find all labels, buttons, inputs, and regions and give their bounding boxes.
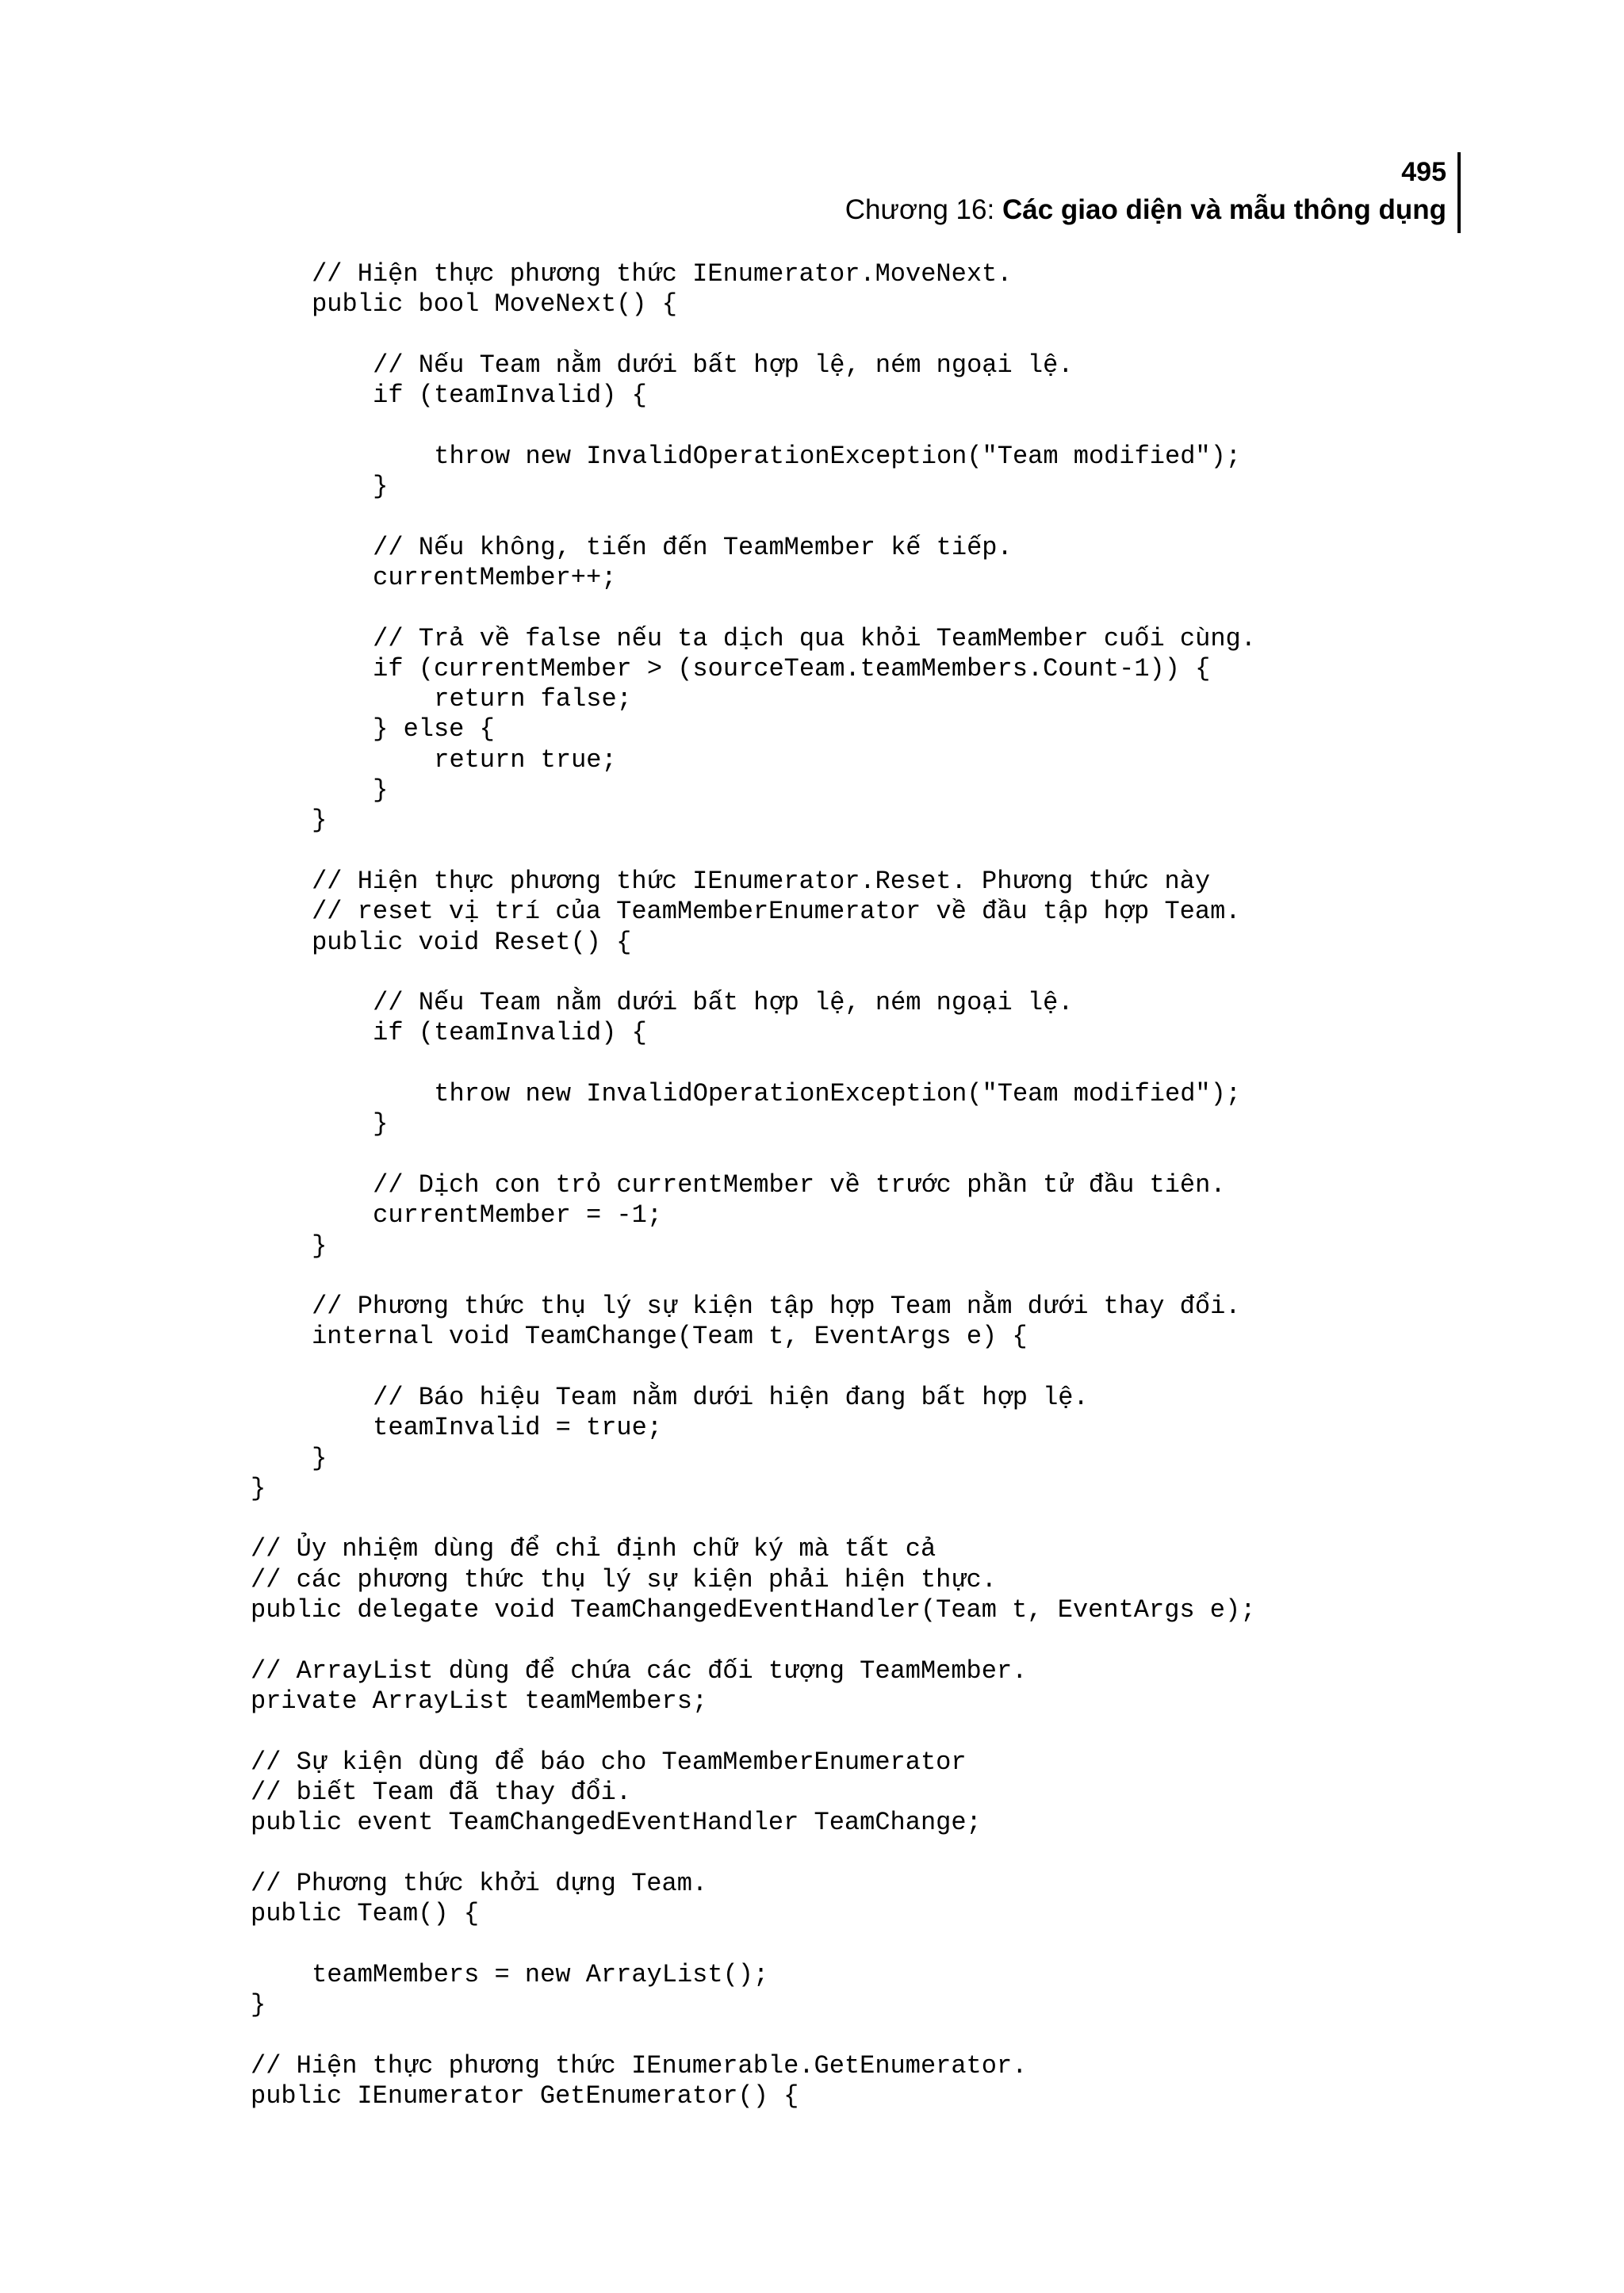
chapter-prefix: Chương 16: <box>845 194 1002 225</box>
code-line: public delegate void TeamChangedEventHandler(Team t, EventArgs e); <box>251 1595 1256 1625</box>
code-line <box>0 836 1256 867</box>
code-line: if (teamInvalid) { <box>373 1018 647 1048</box>
code-line <box>0 593 1256 623</box>
code-line <box>0 1049 1256 1079</box>
code-line <box>0 1717 1256 1747</box>
page-header <box>495 155 1446 230</box>
code-line: } else { <box>373 714 495 745</box>
code-line: // reset vị trí của TeamMemberEnumerator về đầu tập hợp Team. <box>312 897 1241 927</box>
code-line: // Nếu Team nằm dưới bất hợp lệ, ném ngoại lệ. <box>373 350 1074 380</box>
header-rule <box>1457 152 1461 233</box>
code-line: } <box>373 1109 389 1139</box>
code-line <box>0 958 1256 988</box>
code-line: } <box>373 472 389 502</box>
code-line: // Sự kiện dùng để báo cho TeamMemberEnumerator <box>251 1747 967 1777</box>
code-line: public void Reset() { <box>312 927 632 957</box>
code-line <box>0 1504 1256 1534</box>
code-line: public event TeamChangedEventHandler TeamChange; <box>251 1808 982 1838</box>
code-line <box>0 1838 1256 1868</box>
code-line <box>0 2020 1256 2050</box>
chapter-title: Các giao diện và mẫu thông dụng <box>1002 194 1446 225</box>
code-listing <box>0 259 1256 2111</box>
code-line: } <box>312 806 327 836</box>
code-line: return false; <box>434 684 632 714</box>
code-line <box>0 1353 1256 1383</box>
code-line: if (teamInvalid) { <box>373 381 647 411</box>
code-line: // Nếu không, tiến đến TeamMember kế tiếp. <box>373 532 1013 562</box>
code-line <box>0 320 1256 350</box>
code-line: // Phương thức thụ lý sự kiện tập hợp Team nằm dưới thay đổi. <box>312 1292 1241 1322</box>
code-line: // Báo hiệu Team nằm dưới hiện đang bất hợp lệ. <box>373 1382 1089 1412</box>
code-line <box>0 1261 1256 1292</box>
code-line: public Team() { <box>251 1899 480 1929</box>
code-line: } <box>312 1231 327 1261</box>
code-line: // Phương thức khởi dựng Team. <box>251 1868 708 1898</box>
code-line <box>0 411 1256 441</box>
code-line: private ArrayList teamMembers; <box>251 1686 708 1716</box>
code-line: teamMembers = new ArrayList(); <box>312 1959 769 1989</box>
code-line: // các phương thức thụ lý sự kiện phải hiện thực. <box>251 1564 997 1594</box>
code-line: currentMember = -1; <box>373 1200 663 1231</box>
code-line: currentMember++; <box>373 562 617 592</box>
code-line <box>0 1929 1256 1959</box>
code-line: // Hiện thực phương thức IEnumerable.GetEnumerator. <box>251 2050 1028 2081</box>
code-line: teamInvalid = true; <box>373 1413 663 1443</box>
code-line: // Ủy nhiệm dùng để chỉ định chữ ký mà tất cả <box>251 1534 936 1564</box>
code-line: } <box>251 1989 266 2019</box>
code-line <box>0 502 1256 532</box>
code-line: // Nếu Team nằm dưới bất hợp lệ, ném ngoại lệ. <box>373 988 1074 1018</box>
code-line: return true; <box>434 745 617 775</box>
code-line <box>0 1140 1256 1170</box>
code-line: if (currentMember > (sourceTeam.teamMembers.Count-1)) { <box>373 653 1211 683</box>
chapter-heading <box>495 190 1446 230</box>
page-number: 495 <box>1401 157 1446 187</box>
code-line: throw new InvalidOperationException("Team modified"); <box>434 441 1241 471</box>
code-line: // Trả về false nếu ta dịch qua khỏi TeamMember cuối cùng. <box>373 623 1256 653</box>
code-line: internal void TeamChange(Team t, EventArgs e) { <box>312 1322 1028 1352</box>
code-line: public IEnumerator GetEnumerator() { <box>251 2081 799 2111</box>
code-line: // Hiện thực phương thức IEnumerator.Reset. Phương thức này <box>312 866 1211 896</box>
code-line: throw new InvalidOperationException("Team modified"); <box>434 1079 1241 1109</box>
code-line: } <box>251 1473 266 1503</box>
code-line: } <box>312 1443 327 1473</box>
code-line: // Dịch con trỏ currentMember về trước phần tử đầu tiên. <box>373 1169 1226 1200</box>
code-line: // ArrayList dùng để chứa các đối tượng TeamMember. <box>251 1656 1028 1686</box>
code-line: // Hiện thực phương thức IEnumerator.MoveNext. <box>312 259 1013 289</box>
code-line: } <box>373 775 389 806</box>
code-line: public bool MoveNext() { <box>312 289 677 320</box>
code-line <box>0 1625 1256 1656</box>
code-line: // biết Team đã thay đổi. <box>251 1777 632 1807</box>
